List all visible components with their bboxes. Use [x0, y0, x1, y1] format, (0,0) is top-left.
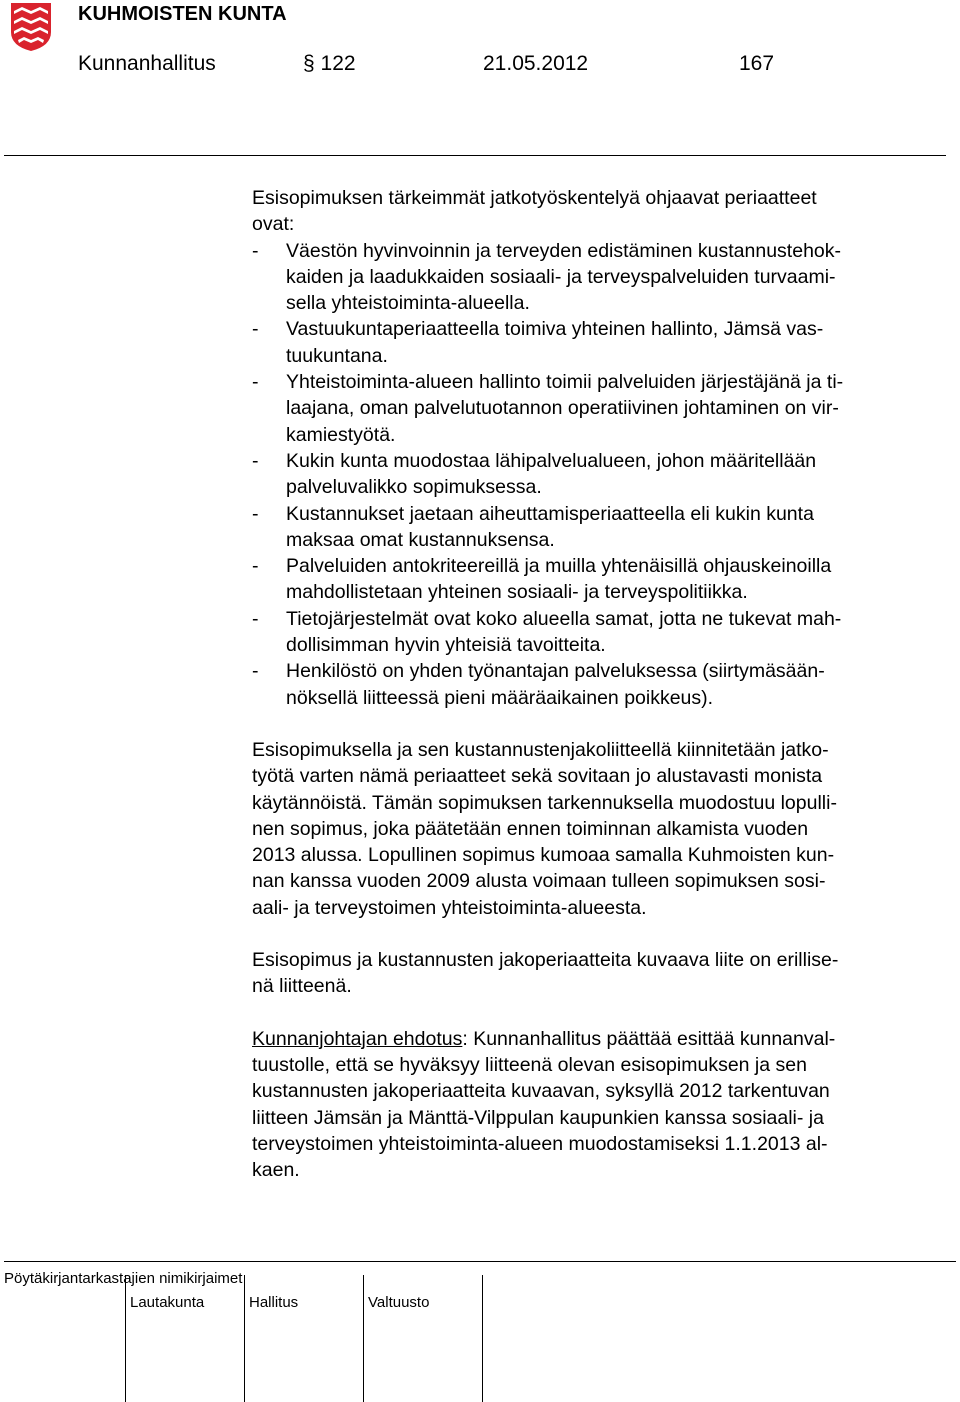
- footer-column-divider: [363, 1275, 364, 1402]
- list-item-line: Yhteistoiminta-alueen hallinto toimii palveluiden järjestäjänä ja ti-: [286, 371, 844, 394]
- meeting-date: 21.05.2012: [483, 52, 589, 75]
- principles-list: [252, 238, 942, 711]
- paragraph: [252, 737, 942, 921]
- list-item-line: Kukin kunta muodostaa lähipalvelualueen, johon määritellään: [286, 449, 817, 472]
- paragraph-line: terveystoimen yhteistoiminta-alueen muodostamiseksi 1.1.2013 al-: [252, 1132, 828, 1155]
- paragraph-line: työtä varten nämä periaatteet sekä sovitaan jo alustavasti monista: [252, 765, 823, 788]
- list-item-line: Vastuukuntaperiaatteella toimiva yhteinen hallinto, Jämsä vas-: [286, 318, 824, 341]
- proposal-paragraph: [252, 1026, 942, 1184]
- list-item-line: nöksellä liitteessä pieni määräaikainen poikkeus).: [286, 686, 714, 709]
- header-divider: [4, 155, 946, 156]
- organization-name: KUHMOISTEN KUNTA: [78, 3, 287, 25]
- list-item-line: Tietojärjestelmät ovat koko alueella samat, jotta ne tukevat mah-: [286, 607, 842, 630]
- list-dash: -: [252, 318, 259, 341]
- intro-line: ovat:: [252, 213, 295, 236]
- footer-label-lautakunta: Lautakunta: [130, 1294, 205, 1311]
- meeting-body: Kunnanhallitus: [78, 52, 216, 75]
- footer-column-divider: [125, 1275, 126, 1402]
- list-item: [252, 316, 942, 369]
- paragraph-line: kaen.: [252, 1159, 300, 1182]
- list-dash: -: [252, 555, 259, 578]
- paragraph: [252, 947, 942, 1000]
- list-item: [252, 448, 942, 501]
- paragraph-line: 2013 alussa. Lopullinen sopimus kumoaa samalla Kuhmoisten kun-: [252, 844, 835, 867]
- paragraph-line: kustannusten jakoperiaatteita kuvaavan, syksyllä 2012 tarkentuvan: [252, 1080, 830, 1103]
- paragraph-gap: [252, 1000, 942, 1026]
- list-item-line: Palveluiden antokriteereillä ja muilla yhtenäisillä ohjauskeinoilla: [286, 555, 832, 578]
- list-item: [252, 369, 942, 448]
- list-item: [252, 553, 942, 606]
- list-dash: -: [252, 502, 259, 525]
- list-item-line: maksaa omat kustannuksensa.: [286, 528, 555, 551]
- section-number: § 122: [303, 52, 356, 75]
- footer-label-valtuusto: Valtuusto: [368, 1294, 430, 1311]
- footer-column-divider: [244, 1275, 245, 1402]
- paragraph-line: tuustolle, että se hyväksyy liitteenä olevan esisopimuksen ja sen: [252, 1053, 807, 1076]
- list-item: [252, 606, 942, 659]
- list-item-line: sella yhteistoiminta-alueella.: [286, 292, 530, 315]
- list-item-line: dollisimman hyvin yhteisiä tavoitteita.: [286, 634, 606, 657]
- footer-column-divider: [482, 1275, 483, 1402]
- list-item-line: laajana, oman palvelutuotannon operatiivinen johtaminen on vir-: [286, 397, 839, 420]
- list-dash: -: [252, 371, 259, 394]
- paragraph-line: käytännöistä. Tämän sopimuksen tarkennuksella muodostuu lopulli-: [252, 791, 837, 814]
- list-dash: -: [252, 607, 259, 630]
- list-dash: -: [252, 660, 259, 683]
- list-item-line: tuukuntana.: [286, 344, 388, 367]
- list-item-line: Kustannukset jaetaan aiheuttamisperiaatteella eli kukin kunta: [286, 502, 814, 525]
- paragraph-line: liitteen Jämsän ja Mänttä-Vilppulan kaupunkien kanssa sosiaali- ja: [252, 1106, 824, 1129]
- intro-line: Esisopimuksen tärkeimmät jatkotyöskentelyä ohjaavat periaatteet: [252, 187, 817, 209]
- list-item-line: palveluvalikko sopimuksessa.: [286, 476, 542, 499]
- paragraph-line: nan kanssa vuoden 2009 alusta voimaan tulleen sopimuksen sosi-: [252, 870, 826, 893]
- paragraph-line: aali- ja terveystoimen yhteistoiminta-alueesta.: [252, 896, 647, 919]
- list-dash: -: [252, 449, 259, 472]
- list-item-line: mahdollistetaan yhteinen sosiaali- ja terveyspolitiikka.: [286, 581, 748, 604]
- list-item-line: Henkilöstö on yhden työnantajan palveluksessa (siirtymäsään-: [286, 660, 825, 683]
- list-item: [252, 658, 942, 711]
- footer-label-hallitus: Hallitus: [249, 1294, 299, 1311]
- document-body: [252, 185, 942, 1183]
- municipal-crest-icon: [10, 2, 52, 52]
- paragraph-line: nä liitteenä.: [252, 975, 352, 998]
- list-item-line: Väestön hyvinvoinnin ja terveyden edistäminen kustannustehok-: [286, 239, 842, 262]
- proposal-first-line: [252, 1026, 942, 1052]
- proposal-label: Kunnanjohtajan ehdotus: [252, 1027, 463, 1050]
- list-dash: -: [252, 239, 259, 262]
- paragraph-line: Esisopimuksella ja sen kustannustenjakoliitteellä kiinnitetään jatko-: [252, 738, 829, 761]
- footer-divider: [4, 1261, 956, 1262]
- paragraph-line: Esisopimus ja kustannusten jakoperiaatteita kuvaava liite on erillise-: [252, 949, 839, 972]
- list-item-line: kaiden ja laadukkaiden sosiaali- ja terveyspalveluiden turvaami-: [286, 265, 836, 288]
- proposal-first-line-text: : Kunnanhallitus päättää esittää kunnanval-: [462, 1027, 836, 1050]
- list-item: [252, 501, 942, 554]
- list-item: [252, 238, 942, 317]
- paragraph-gap: [252, 921, 942, 947]
- footer-caption: Pöytäkirjantarkastajien nimikirjaimet: [4, 1270, 243, 1287]
- paragraph-gap: [252, 711, 942, 737]
- page-number: 167: [739, 52, 775, 75]
- paragraph-line: nen sopimus, joka päätetään ennen toiminnan alkamista vuoden: [252, 817, 809, 840]
- list-item-line: kamiestyötä.: [286, 423, 396, 446]
